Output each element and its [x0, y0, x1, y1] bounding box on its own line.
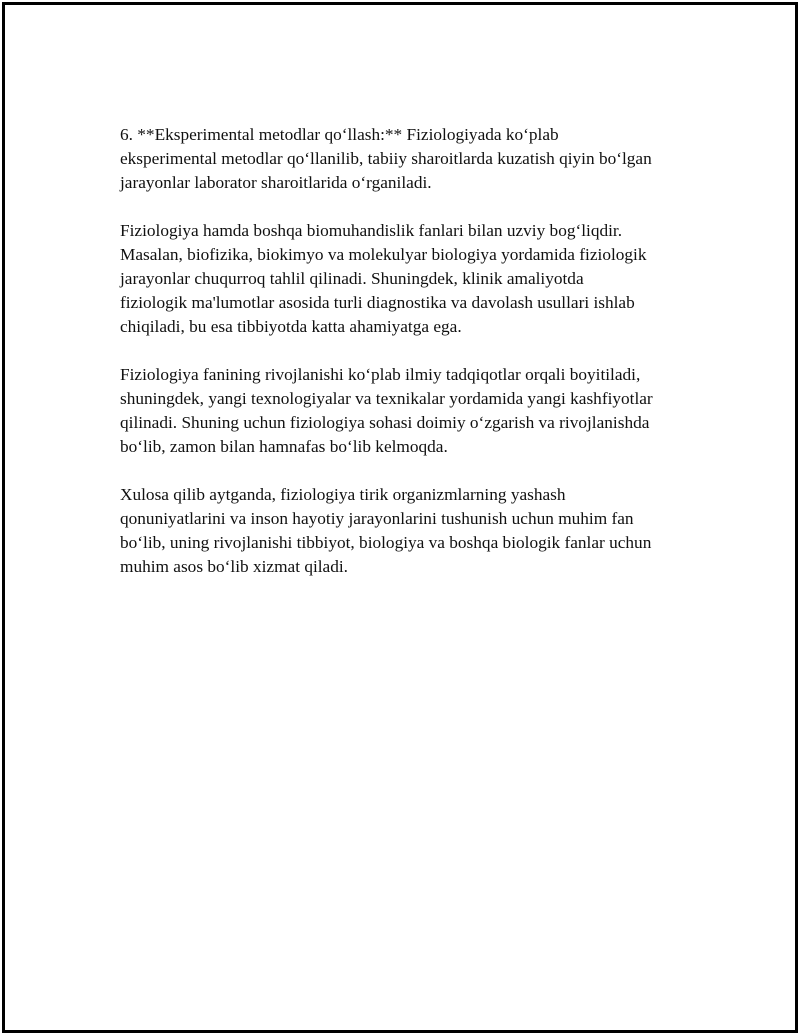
text-line: jarayonlar chuqurroq tahlil qilinadi. Shuningdek, klinik amaliyotda	[120, 269, 584, 288]
paragraph-conclusion	[120, 483, 700, 579]
text-line: 6. **Eksperimental metodlar qo‘llash:** Fiziologiyada ko‘plab	[120, 125, 559, 144]
text-line: Xulosa qilib aytganda, fiziologiya tirik organizmlarning yashash	[120, 485, 566, 504]
paragraph-development	[120, 363, 700, 459]
text-line: jarayonlar laborator sharoitlarida o‘rganiladi.	[120, 173, 432, 192]
text-line: qilinadi. Shuning uchun fiziologiya sohasi doimiy o‘zgarish va rivojlanishda	[120, 413, 650, 432]
text-line: shuningdek, yangi texnologiyalar va texnikalar yordamida yangi kashfiyotlar	[120, 389, 653, 408]
text-line: muhim asos bo‘lib xizmat qiladi.	[120, 557, 348, 576]
text-line: Masalan, biofizika, biokimyo va molekulyar biologiya yordamida fiziologik	[120, 245, 647, 264]
document-body	[120, 123, 700, 603]
text-line: Fiziologiya hamda boshqa biomuhandislik fanlari bilan uzviy bog‘liqdir.	[120, 221, 623, 240]
text-line: bo‘lib, uning rivojlanishi tibbiyot, biologiya va boshqa biologik fanlar uchun	[120, 533, 652, 552]
text-line: chiqiladi, bu esa tibbiyotda katta ahamiyatga ega.	[120, 317, 462, 336]
text-line: fiziologik ma'lumotlar asosida turli diagnostika va davolash usullari ishlab	[120, 293, 635, 312]
text-line: qonuniyatlarini va inson hayotiy jarayonlarini tushunish uchun muhim fan	[120, 509, 634, 528]
text-line: Fiziologiya fanining rivojlanishi ko‘plab ilmiy tadqiqotlar orqali boyitiladi,	[120, 365, 641, 384]
paragraph-biomedical-links	[120, 219, 700, 339]
text-line: bo‘lib, zamon bilan hamnafas bo‘lib kelmoqda.	[120, 437, 448, 456]
paragraph-experimental-methods	[120, 123, 700, 195]
text-line: eksperimental metodlar qo‘llanilib, tabiiy sharoitlarda kuzatish qiyin bo‘lgan	[120, 149, 652, 168]
page-border	[2, 2, 798, 1033]
